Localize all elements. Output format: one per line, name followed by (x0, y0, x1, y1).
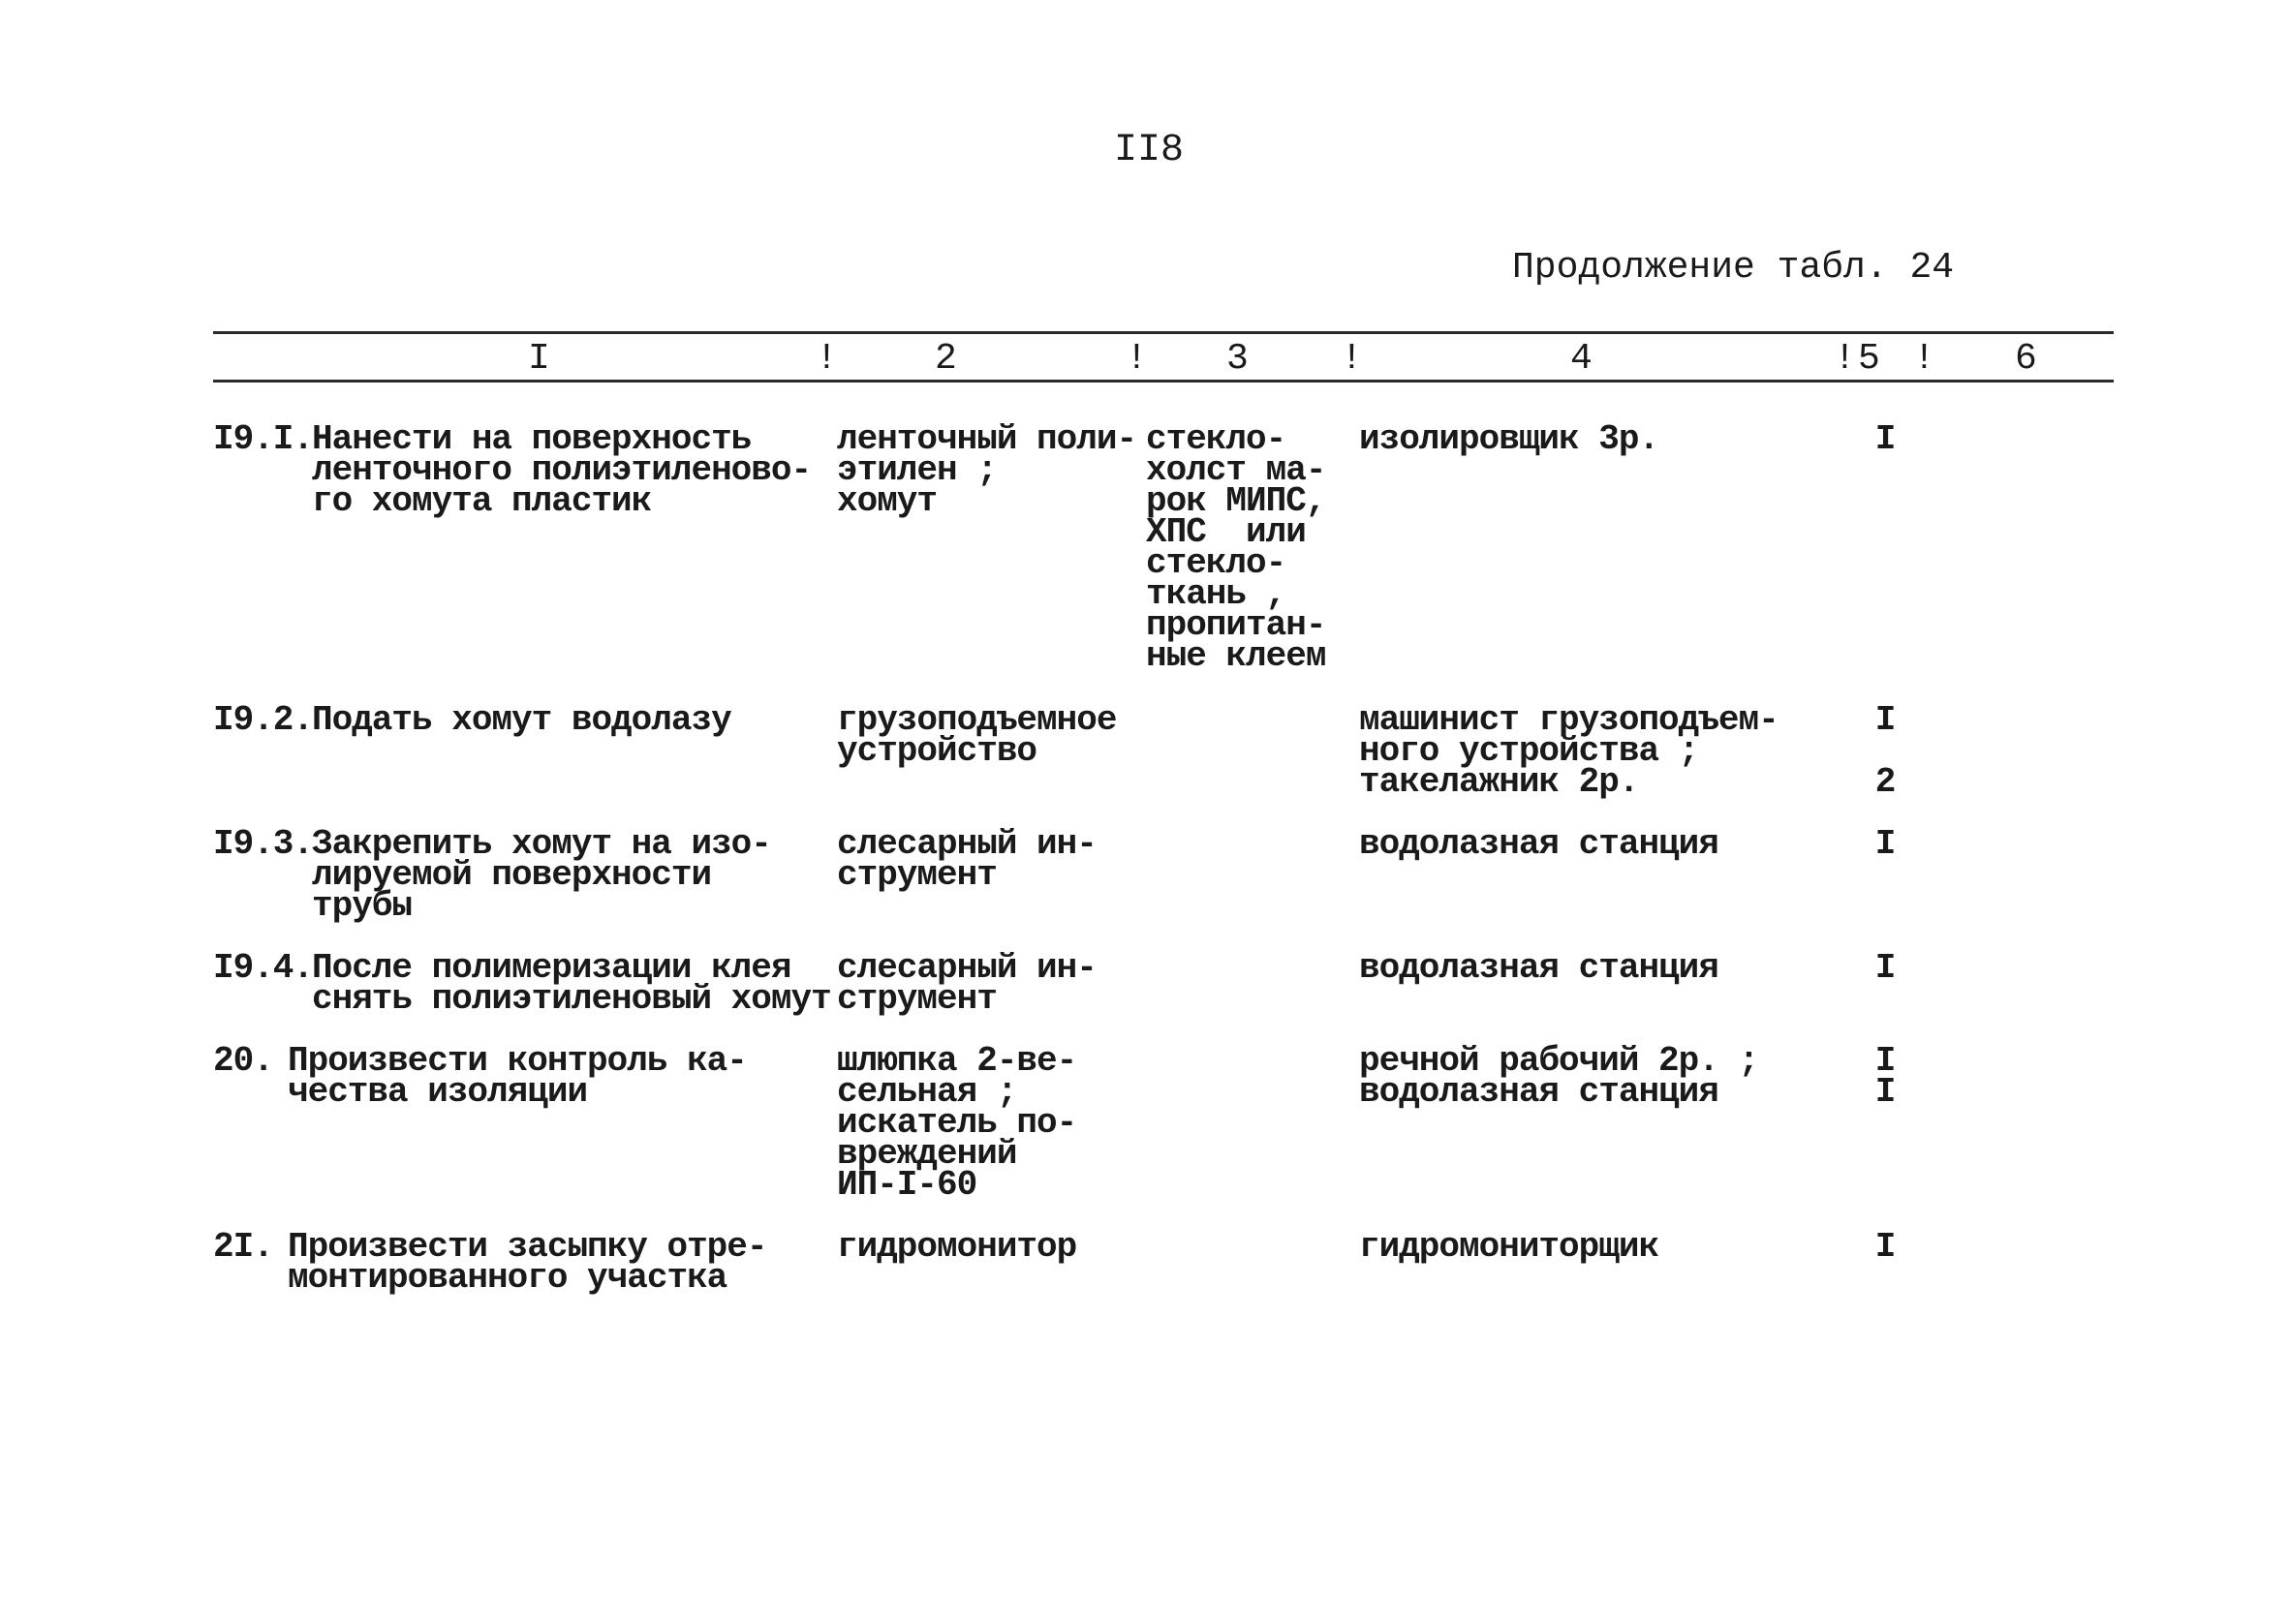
header-bottom-rule (213, 380, 2114, 383)
header-separator: ! (1126, 338, 1148, 380)
row-count: I I (1874, 1041, 1896, 1112)
row-count: I 2 (1874, 700, 1896, 802)
row-count: I (1874, 1227, 1896, 1267)
row-equipment: гидромонитор (837, 1227, 1077, 1267)
row-materials: стекло- холст ма- рок МИПС, ХПС или стекло- ткань , пропитан- ные клеем (1146, 419, 1326, 676)
header-col-5: 5 (1858, 338, 1880, 380)
header-col-2: 2 (935, 338, 957, 380)
row-count: I (1874, 419, 1896, 459)
header-col-6: 6 (2015, 338, 2037, 380)
row-worker: водолазная станция (1359, 824, 1718, 864)
row-worker: изолировщик 3р. (1359, 419, 1659, 459)
row-worker: гидромониторщик (1359, 1227, 1659, 1267)
header-separator: ! (1834, 338, 1856, 380)
header-separator: ! (1913, 338, 1935, 380)
row-operation: Подать хомут водолазу (312, 700, 731, 740)
row-count: I (1874, 824, 1896, 864)
row-operation: После полимеризации клея снять полиэтиленовый хомут (312, 948, 831, 1019)
row-number: 2I. (213, 1227, 273, 1267)
row-worker: машинист грузоподъем- ного устройства ; такелажник 2р. (1359, 700, 1779, 802)
header-col-1: I (528, 338, 550, 380)
row-operation: Нанести на поверхность ленточного полиэтиленово- го хомута пластик (312, 419, 812, 521)
row-count: I (1874, 948, 1896, 988)
header-top-rule (213, 331, 2114, 334)
page-number: II8 (1114, 129, 1185, 172)
row-equipment: грузоподъемное устройство (837, 700, 1117, 771)
row-operation: Произвести засыпку отре- монтированного участка (288, 1227, 767, 1298)
header-separator: ! (816, 338, 838, 380)
row-operation: Произвести контроль ка- чества изоляции (288, 1041, 747, 1112)
row-number: I9.3. (213, 824, 314, 864)
row-operation: Закрепить хомут на изо- лируемой поверхности трубы (312, 824, 771, 926)
row-number: I9.I. (213, 419, 314, 459)
row-worker: речной рабочий 2р. ; водолазная станция (1359, 1041, 1759, 1112)
header-col-3: 3 (1226, 338, 1249, 380)
row-equipment: ленточный поли- этилен ; хомут (837, 419, 1137, 521)
header-col-4: 4 (1570, 338, 1593, 380)
row-number: 20. (213, 1041, 273, 1081)
row-worker: водолазная станция (1359, 948, 1718, 988)
row-equipment: шлюпка 2-ве- сельная ; искатель по- вреждений ИП-I-60 (837, 1041, 1077, 1205)
row-number: I9.4. (213, 948, 314, 988)
row-number: I9.2. (213, 700, 314, 740)
header-separator: ! (1341, 338, 1363, 380)
row-equipment: слесарный ин- струмент (837, 948, 1097, 1019)
row-equipment: слесарный ин- струмент (837, 824, 1097, 895)
table-caption: Продолжение табл. 24 (1512, 247, 1955, 289)
